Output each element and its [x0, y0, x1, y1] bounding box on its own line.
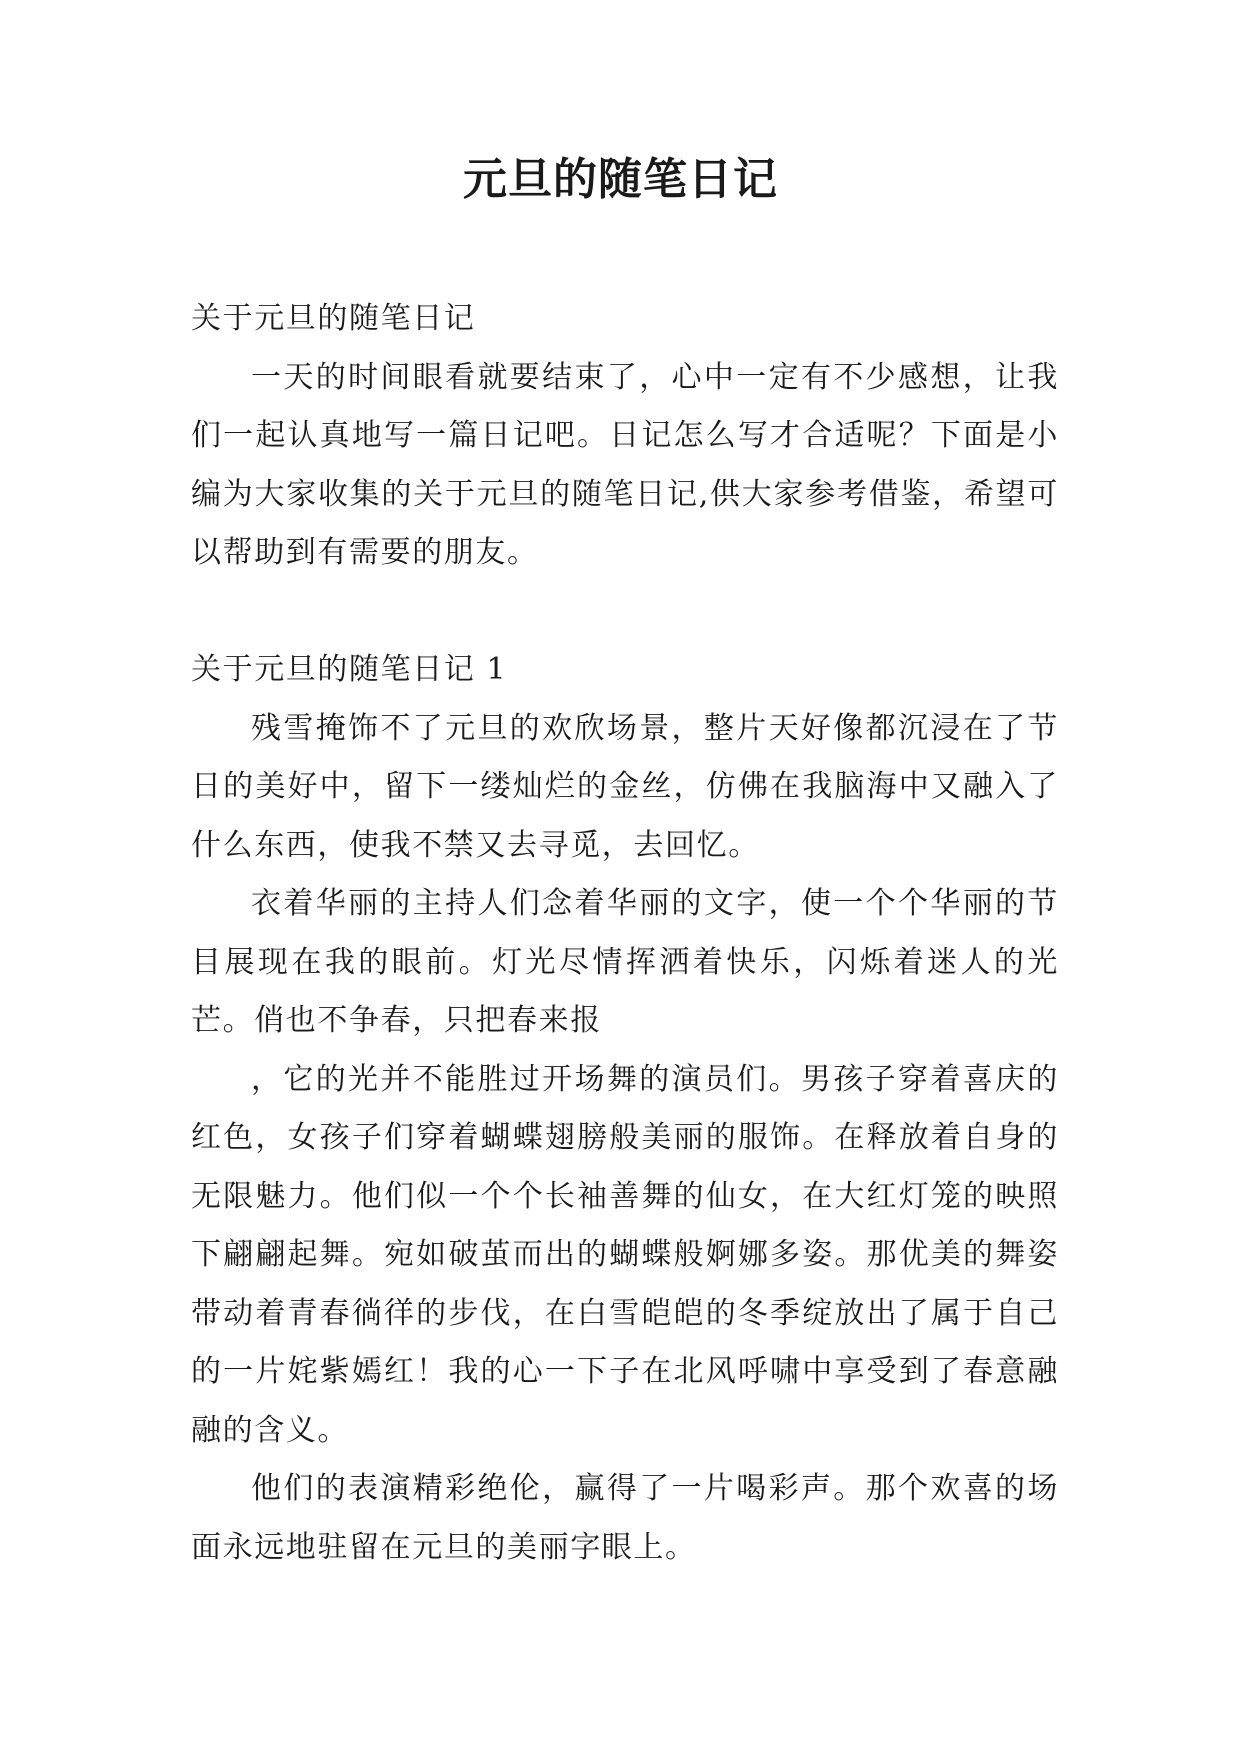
- section-heading: 关于元旦的随笔日记 1: [191, 652, 508, 687]
- document-body: [191, 290, 1059, 1577]
- body-paragraph: 衣着华丽的主持人们念着华丽的文字，使一个个华丽的节目展现在我的眼前。灯光尽情挥洒着快乐，闪烁着迷人的光芒。俏也不争春，只把春来报: [191, 886, 1059, 1038]
- body-paragraph: 他们的表演精彩绝伦，赢得了一片喝彩声。那个欢喜的场面永远地驻留在元旦的美丽字眼上。: [191, 1471, 1059, 1565]
- page-title: 元旦的随笔日记: [463, 154, 778, 205]
- intro-heading: 关于元旦的随笔日记: [191, 301, 476, 336]
- body-paragraph: 残雪掩饰不了元旦的欢欣场景，整片天好像都沉浸在了节日的美好中，留下一缕灿烂的金丝，仿佛在我脑海中又融入了什么东西，使我不禁又去寻觅，去回忆。: [191, 710, 1059, 863]
- intro-paragraph: 一天的时间眼看就要结束了，心中一定有不少感想，让我们一起认真地写一篇日记吧。日记怎么写才合适呢？下面是小编为大家收集的关于元旦的随笔日记,供大家参考借鉴，希望可以帮助到有需要的朋友。: [191, 359, 1059, 570]
- body-paragraph: ，它的光并不能胜过开场舞的演员们。男孩子穿着喜庆的红色，女孩子们穿着蝴蝶翅膀般美丽的服饰。在释放着自身的无限魅力。他们似一个个长袖善舞的仙女，在大红灯笼的映照下翩翩起舞。宛如破茧而出的蝴蝶般婀娜多姿。那优美的舞姿带动着青春徜徉的步伐，在白雪皑皑的冬季绽放出了属于自己的一片姹紫嫣红！我的心一下子在北风呼啸中享受到了春意融融的含义。: [191, 1061, 1059, 1448]
- section-spacer: [191, 583, 1059, 642]
